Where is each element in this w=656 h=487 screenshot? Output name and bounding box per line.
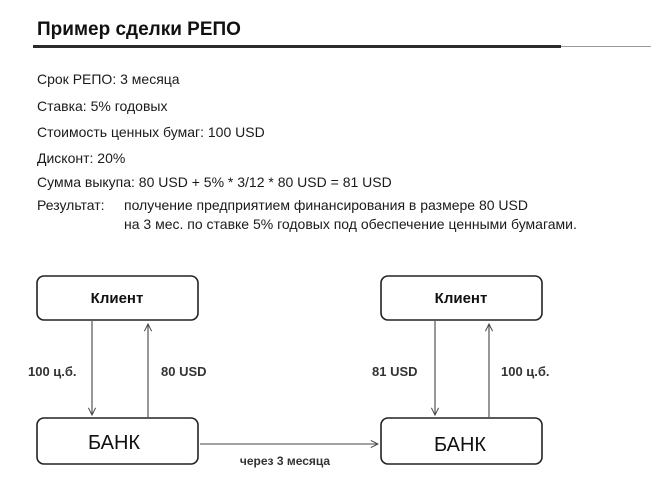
right-client-label: Клиент [434, 290, 488, 307]
result-line-2: на 3 мес. по ставке 5% годовых под обеспечение ценными бумагами. [124, 216, 577, 232]
left-up-label: 80 USD [161, 364, 207, 379]
right-bank-box [381, 418, 542, 464]
left-bank-label: БАНК [87, 432, 141, 454]
transition-label: через 3 месяца [239, 454, 331, 468]
securities-value: Стоимость ценных бумаг: 100 USD [37, 124, 265, 140]
left-bank-box [37, 418, 198, 464]
page-title: Пример сделки РЕПО [37, 19, 241, 40]
right-client-box [381, 276, 542, 320]
discount: Дисконт: 20% [37, 150, 126, 166]
left-client-label: Клиент [90, 290, 144, 307]
repo-term: Срок РЕПО: 3 месяца [37, 71, 180, 87]
result-line-1: получение предприятием финансирования в размере 80 USD [124, 197, 528, 213]
right-down-label: 81 USD [372, 364, 418, 379]
buyback-amount: Сумма выкупа: 80 USD + 5% * 3/12 * 80 USD = 81 USD [37, 174, 392, 190]
left-client-box [37, 276, 198, 320]
right-bank-label: БАНК [433, 434, 487, 456]
left-down-label: 100 ц.б. [28, 364, 77, 379]
result-label: Результат: [37, 197, 105, 213]
repo-rate: Ставка: 5% годовых [37, 98, 168, 114]
right-up-label: 100 ц.б. [501, 364, 550, 379]
